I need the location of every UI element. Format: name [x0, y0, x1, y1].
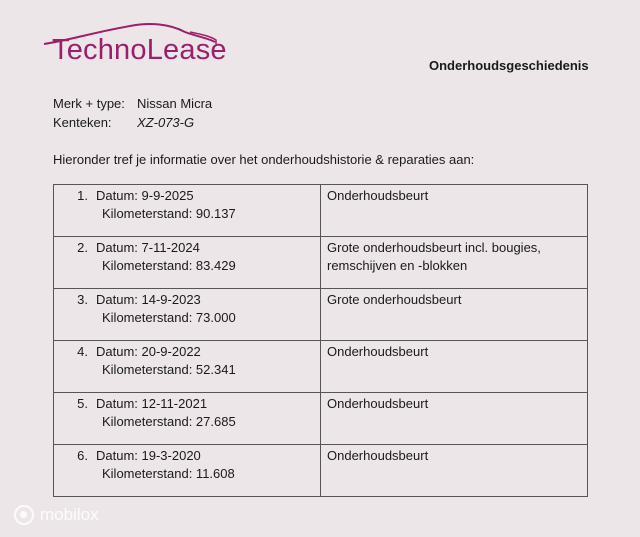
record-number: 6. — [77, 448, 88, 463]
watermark-text: mobilox — [40, 505, 99, 524]
technolease-logo — [40, 18, 227, 74]
record-description: Grote onderhoudsbeurt — [321, 289, 588, 341]
record-description: Onderhoudsbeurt — [321, 445, 588, 497]
record-description: Onderhoudsbeurt — [321, 341, 588, 393]
logo-text: TechnoLease — [52, 34, 227, 66]
table-row — [54, 289, 588, 341]
record-km: Kilometerstand: 90.137 — [102, 206, 236, 221]
table-row — [54, 393, 588, 445]
table-row — [54, 237, 588, 289]
record-date-cell — [54, 393, 321, 445]
record-description: Onderhoudsbeurt — [321, 393, 588, 445]
record-description: Onderhoudsbeurt — [321, 185, 588, 237]
record-date: Datum: 19-3-2020 — [96, 448, 201, 463]
plate-row — [53, 113, 212, 132]
mobilox-watermark — [14, 505, 99, 525]
record-number: 5. — [77, 396, 88, 411]
record-description: Grote onderhoudsbeurt incl. bougies, remschijven en -blokken — [321, 237, 588, 289]
record-date: Datum: 12-11-2021 — [96, 396, 208, 411]
make-value: Nissan Micra — [137, 96, 213, 111]
maintenance-table — [53, 184, 588, 497]
intro-text: Hieronder tref je informatie over het onderhoudshistorie & reparaties aan: — [53, 152, 475, 167]
record-km: Kilometerstand: 73.000 — [102, 310, 236, 325]
make-row — [53, 94, 212, 113]
plate-value: XZ-073-G — [137, 115, 195, 130]
record-km: Kilometerstand: 27.685 — [102, 414, 236, 429]
mobilox-logo-icon — [14, 505, 34, 525]
record-number: 4. — [77, 344, 88, 359]
record-date-cell — [54, 185, 321, 237]
record-date-cell — [54, 341, 321, 393]
record-date-cell — [54, 445, 321, 497]
vehicle-info — [53, 94, 212, 132]
record-number: 1. — [77, 188, 88, 203]
record-date-cell — [54, 289, 321, 341]
record-km: Kilometerstand: 11.608 — [102, 466, 235, 481]
table-row — [54, 185, 588, 237]
record-km: Kilometerstand: 52.341 — [102, 362, 236, 377]
make-label: Merk + type: — [53, 96, 125, 111]
record-number: 3. — [77, 292, 88, 307]
table-row — [54, 445, 588, 497]
record-number: 2. — [77, 240, 88, 255]
record-km: Kilometerstand: 83.429 — [102, 258, 236, 273]
record-date: Datum: 9-9-2025 — [96, 188, 194, 203]
record-date: Datum: 14-9-2023 — [96, 292, 201, 307]
table-row — [54, 341, 588, 393]
document-title: Onderhoudsgeschiedenis — [429, 58, 589, 73]
record-date-cell — [54, 237, 321, 289]
plate-label: Kenteken: — [53, 115, 112, 130]
record-date: Datum: 7-11-2024 — [96, 240, 200, 255]
record-date: Datum: 20-9-2022 — [96, 344, 201, 359]
